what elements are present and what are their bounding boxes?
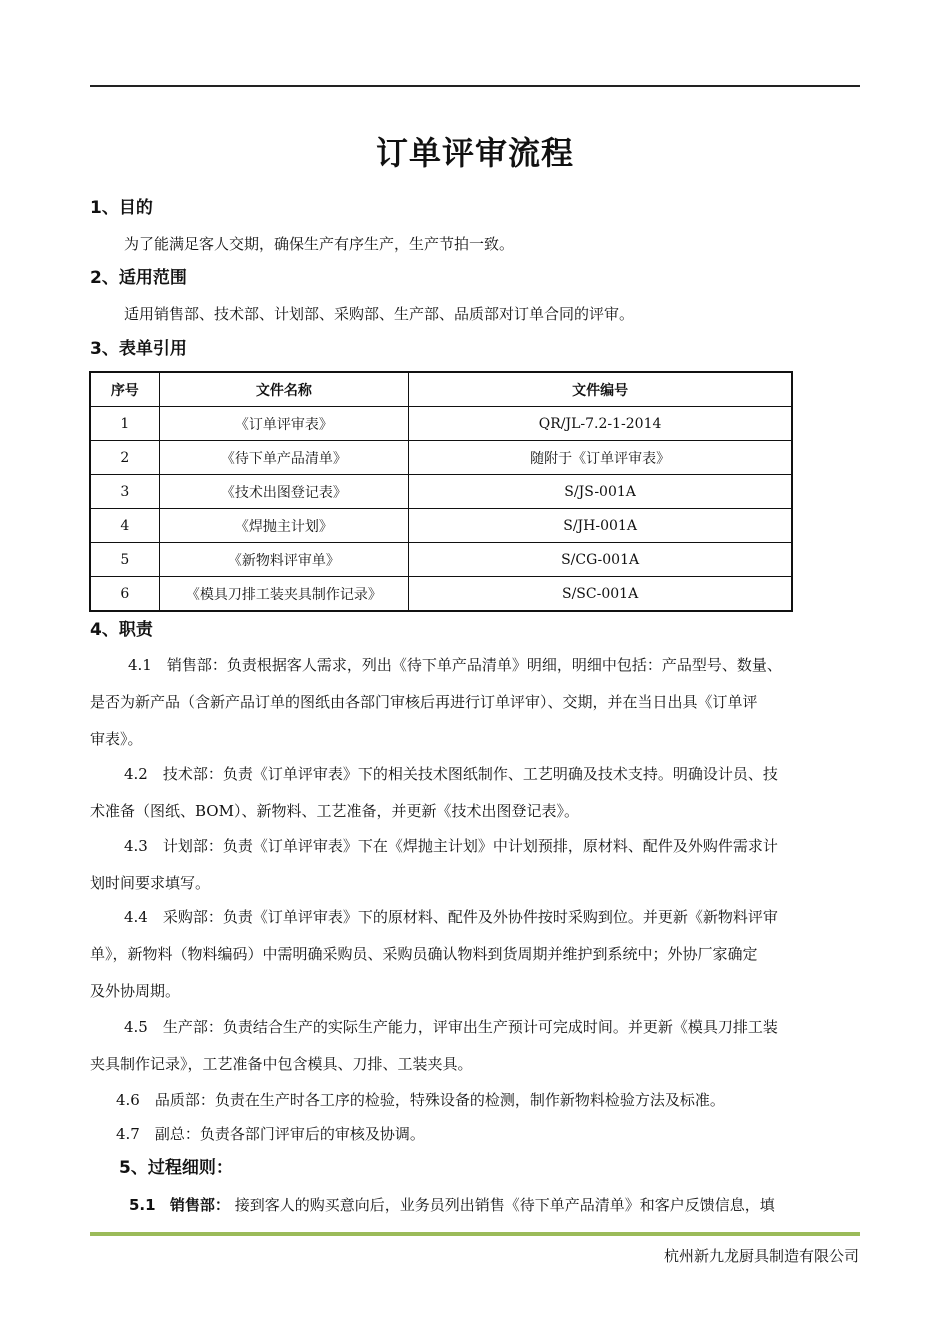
table-row bbox=[90, 543, 792, 577]
cell-index: 5 bbox=[90, 543, 159, 577]
duty-line: 4.5 生产部：负责结合生产的实际生产能力，评审出生产预计可完成时间。并更新《模具刀排工装 bbox=[124, 1018, 778, 1036]
step-5-1 bbox=[129, 1195, 775, 1215]
cell-file-name: 《待下单产品清单》 bbox=[159, 441, 409, 475]
cell-file-code: S/SC-001A bbox=[409, 577, 792, 612]
page-title: 订单评审流程 bbox=[375, 134, 574, 172]
header-file-code: 文件编号 bbox=[409, 372, 792, 407]
section-2-body: 适用销售部、技术部、计划部、采购部、生产部、品质部对订单合同的评审。 bbox=[124, 305, 635, 323]
footer-rule bbox=[90, 1232, 860, 1236]
cell-index: 1 bbox=[90, 407, 159, 441]
cell-file-code: QR/JL-7.2-1-2014 bbox=[409, 407, 792, 441]
table-row bbox=[90, 475, 792, 509]
cell-file-name: 《技术出图登记表》 bbox=[159, 475, 409, 509]
cell-file-name: 《焊抛主计划》 bbox=[159, 509, 409, 543]
duty-4-3 bbox=[90, 828, 860, 902]
duty-line: 4.4 采购部：负责《订单评审表》下的原材料、配件及外协件按时采购到位。并更新《新物料评审 bbox=[124, 908, 778, 926]
duty-line: 划时间要求填写。 bbox=[90, 874, 211, 892]
duty-line: 4.2 技术部：负责《订单评审表》下的相关技术图纸制作、工艺明确及技术支持。明确设计员、技 bbox=[124, 765, 778, 783]
header-rule bbox=[90, 85, 860, 87]
cell-index: 3 bbox=[90, 475, 159, 509]
step-number: 5.1 bbox=[129, 1196, 156, 1214]
cell-index: 4 bbox=[90, 509, 159, 543]
table-header-row bbox=[90, 372, 792, 407]
step-dept: 销售部： bbox=[169, 1196, 230, 1214]
duty-line: 是否为新产品（含新产品订单的图纸由各部门审核后再进行订单评审）、交期，并在当日出具《订单评 bbox=[90, 693, 758, 711]
duty-4-7 bbox=[90, 1116, 860, 1153]
cell-index: 2 bbox=[90, 441, 159, 475]
duty-4-5 bbox=[90, 1009, 860, 1083]
cell-index: 6 bbox=[90, 577, 159, 612]
duty-line: 术准备（图纸、BOM）、新物料、工艺准备，并更新《技术出图登记表》。 bbox=[90, 802, 579, 820]
table-row bbox=[90, 407, 792, 441]
section-1-heading: 1、目的 bbox=[90, 198, 153, 218]
duty-line: 及外协周期。 bbox=[90, 982, 181, 1000]
duty-4-1 bbox=[90, 647, 860, 758]
section-5-heading: 5、过程细则： bbox=[119, 1158, 233, 1178]
section-4-heading: 4、职责 bbox=[90, 620, 153, 640]
header-index: 序号 bbox=[90, 372, 159, 407]
section-3-heading: 3、表单引用 bbox=[90, 339, 187, 359]
duty-line: 审表》。 bbox=[90, 730, 143, 748]
section-2-heading: 2、适用范围 bbox=[90, 268, 187, 288]
duty-line: 4.7 副总：负责各部门评审后的审核及协调。 bbox=[116, 1125, 425, 1143]
duty-4-4 bbox=[90, 899, 860, 1010]
cell-file-name: 《订单评审表》 bbox=[159, 407, 409, 441]
cell-file-name: 《新物料评审单》 bbox=[159, 543, 409, 577]
cell-file-code: S/JH-001A bbox=[409, 509, 792, 543]
step-text: 接到客人的购买意向后，业务员列出销售《待下单产品清单》和客户反馈信息，填 bbox=[234, 1196, 775, 1214]
cell-file-name: 《模具刀排工装夹具制作记录》 bbox=[159, 577, 409, 612]
duty-line: 4.1 销售部：负责根据客人需求，列出《待下单产品清单》明细，明细中包括：产品型号、数量、 bbox=[128, 656, 782, 674]
cell-file-code: 随附于《订单评审表》 bbox=[409, 441, 792, 475]
cell-file-code: S/JS-001A bbox=[409, 475, 792, 509]
cell-file-code: S/CG-001A bbox=[409, 543, 792, 577]
form-reference-table bbox=[89, 371, 793, 612]
section-1-body: 为了能满足客人交期，确保生产有序生产，生产节拍一致。 bbox=[124, 235, 515, 253]
duty-line: 4.6 品质部：负责在生产时各工序的检验，特殊设备的检测，制作新物料检验方法及标准。 bbox=[116, 1091, 725, 1109]
duty-line: 夹具制作记录》，工艺准备中包含模具、刀排、工装夹具。 bbox=[90, 1055, 473, 1073]
table-row bbox=[90, 441, 792, 475]
table-row bbox=[90, 577, 792, 612]
duty-4-6 bbox=[90, 1082, 860, 1119]
table-row bbox=[90, 509, 792, 543]
duty-line: 4.3 计划部：负责《订单评审表》下在《焊抛主计划》中计划预排，原材料、配件及外购件需求计 bbox=[124, 837, 778, 855]
duty-4-2 bbox=[90, 756, 860, 830]
company-name: 杭州新九龙厨具制造有限公司 bbox=[663, 1247, 859, 1265]
header-file-name: 文件名称 bbox=[159, 372, 409, 407]
duty-line: 单》，新物料（物料编码）中需明确采购员、采购员确认物料到货周期并维护到系统中；外协厂家确定 bbox=[90, 945, 758, 963]
